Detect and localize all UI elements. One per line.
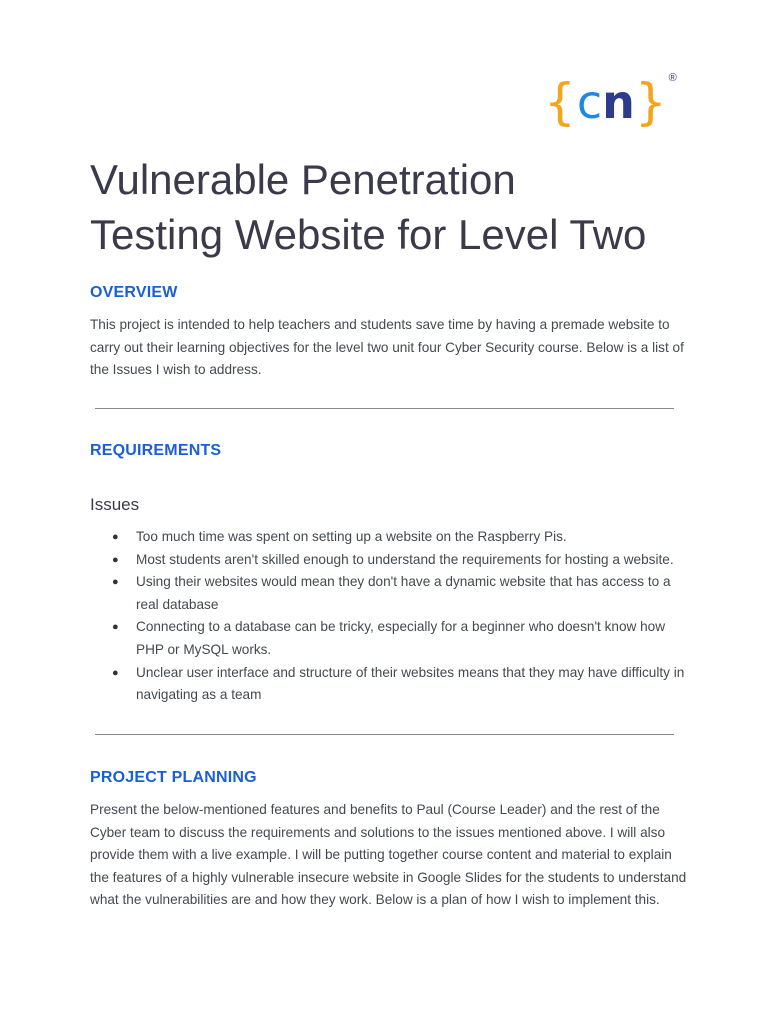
logo-open-brace: { (544, 73, 576, 131)
overview-heading: OVERVIEW (90, 284, 178, 301)
project-planning-heading: PROJECT PLANNING (90, 769, 257, 786)
issues-subheading: Issues (90, 495, 140, 514)
logo-n-letter: n (602, 75, 635, 129)
project-planning-text: Present the below-mentioned features and benefits to Paul (Course Leader) and the rest of the Cyber team to discuss the requirements and solutions to the issues mentioned above. I will also provide them with a live example. I will be putting together course content and material to explain the features of a highly vulnerable insecure website in Google Slides for the students to understand what the vulnerabilities are and how they work. Below is a plan of how I wish to implement this. (90, 802, 687, 908)
list-item (90, 616, 690, 661)
title-line-2: Testing Website for Level Two (90, 211, 647, 258)
logo-c-letter: c (576, 75, 603, 129)
list-item (90, 526, 690, 549)
issues-list (90, 526, 690, 707)
list-item (90, 549, 690, 572)
bullet-icon: ● (112, 576, 119, 589)
requirements-heading: REQUIREMENTS (90, 442, 222, 459)
list-item-text: Using their websites would mean they don't have a dynamic website that has access to a real database (136, 574, 671, 612)
list-item-text: Most students aren't skilled enough to understand the requirements for hosting a website. (136, 551, 674, 567)
list-item (90, 571, 690, 616)
list-item-text: Connecting to a database can be tricky, especially for a beginner who doesn't know how PHP or MySQL works. (136, 619, 666, 657)
list-item (90, 662, 690, 707)
list-item-text: Unclear user interface and structure of their websites means that they may have difficulty in navigating as a team (136, 664, 685, 703)
title-line-1: Vulnerable Penetration (90, 156, 516, 203)
registered-mark: ® (668, 72, 677, 84)
bullet-icon: ● (112, 553, 119, 566)
list-item-text: Too much time was spent on setting up a website on the Raspberry Pis. (136, 529, 567, 544)
section-divider (95, 408, 674, 409)
logo-close-brace: } (634, 73, 667, 131)
bullet-icon: ● (112, 531, 119, 543)
overview-text: This project is intended to help teachers and students save time by having a premade website to carry out their learning objectives for the level two unit four Cyber Security course. Below is a list of the Issues I wish to address. (90, 317, 684, 378)
bullet-icon: ● (112, 621, 119, 634)
bullet-icon: ● (112, 666, 119, 679)
codenation-logo (544, 72, 677, 132)
document-title (90, 152, 710, 262)
section-divider (95, 734, 674, 735)
